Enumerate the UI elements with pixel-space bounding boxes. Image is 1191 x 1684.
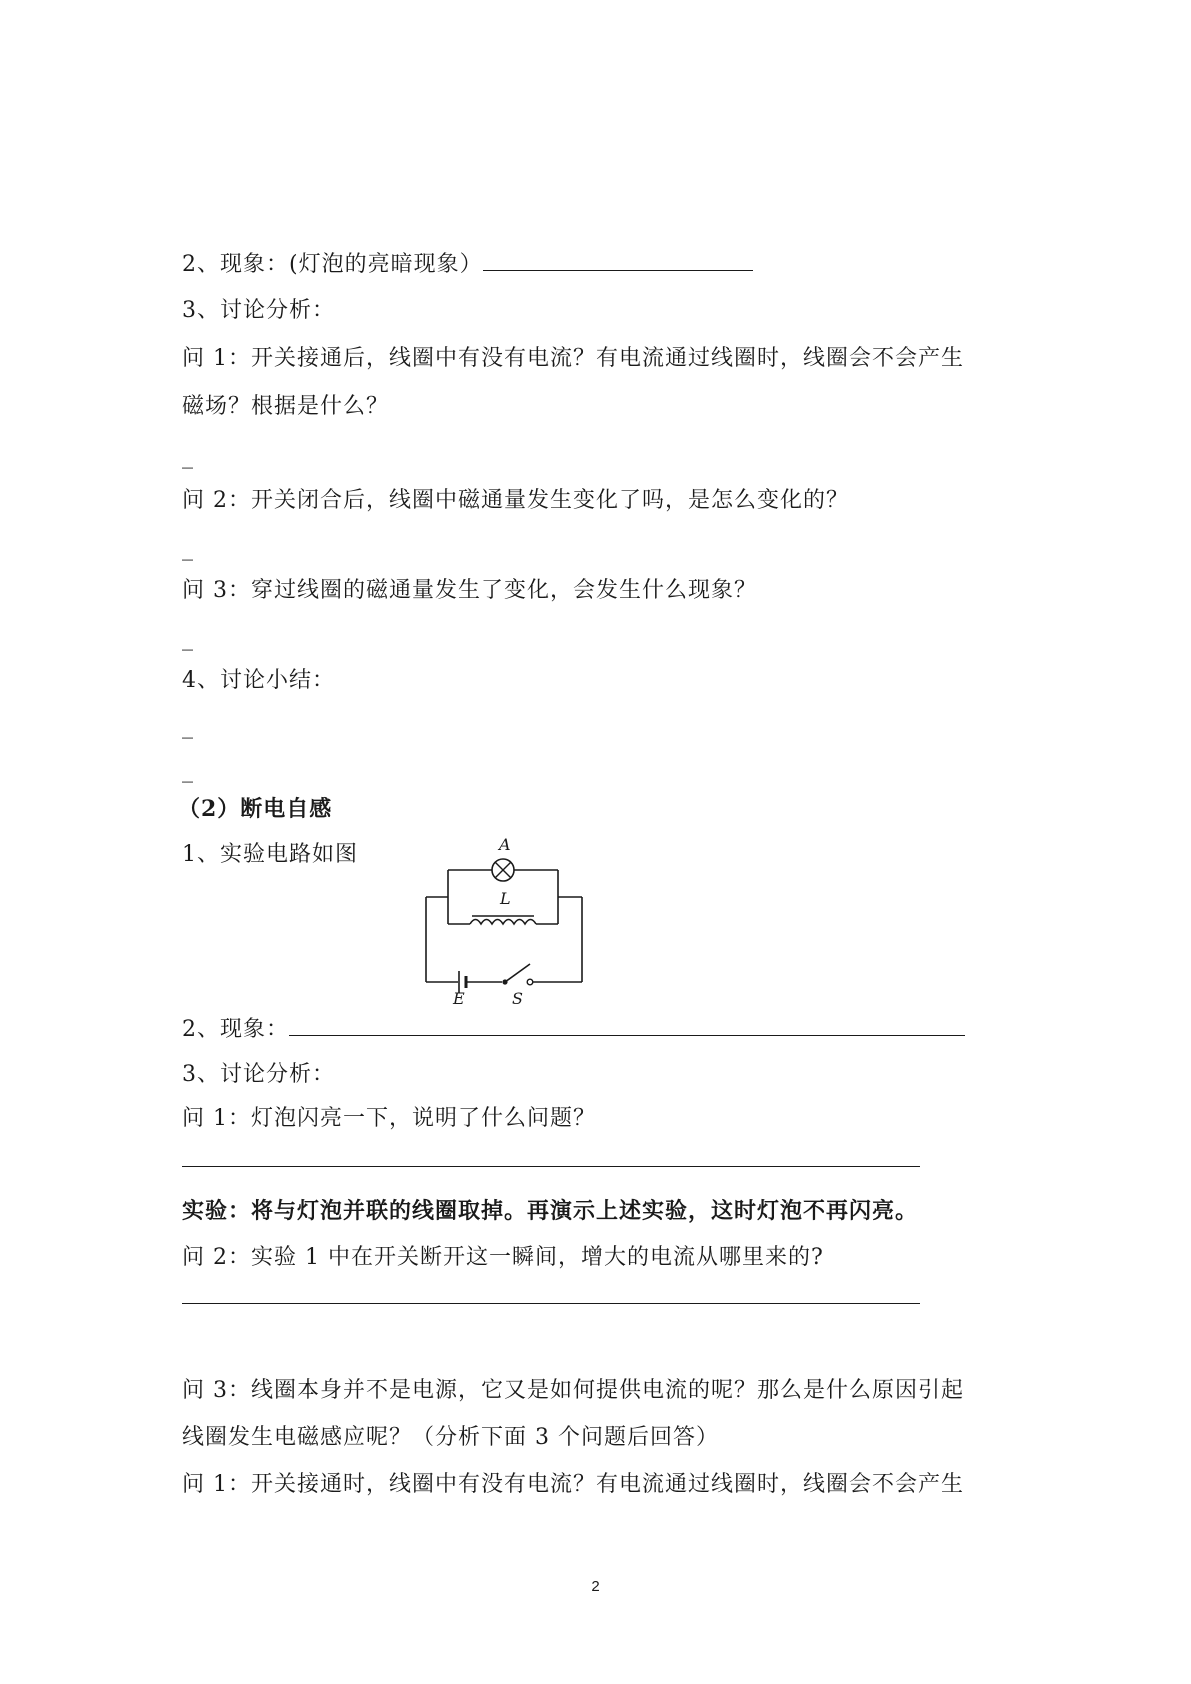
discussion-label: 3、讨论分析： [182,298,335,323]
section-heading: （2）断电自感 [178,796,333,822]
section-2-question-1b: 问 1：开关接通时，线圈中有没有电流？有电流通过线圈时，线圈会不会产生 [182,1472,964,1497]
inductor-label: L [500,889,511,908]
section-2-question-3-line-2: 线圈发生电磁感应呢？（分析下面 3 个问题后回答） [182,1425,719,1450]
question-1-answer[interactable]: _ [182,444,193,469]
experiment-note: 实验：将与灯泡并联的线圈取掉。再演示上述实验，这时灯泡不再闪亮。 [182,1198,919,1224]
question-1-line-1: 问 1：开关接通后，线圈中有没有电流？有电流通过线圈时，线圈会不会产生 [182,346,964,371]
page-number: 2 [591,1578,600,1595]
phenomenon-label: 2、现象：(灯泡的亮暗现象） [182,252,483,277]
phenomenon-2-line [182,1013,965,1045]
section-2-question-1: 问 1：灯泡闪亮一下，说明了什么问题？ [182,1106,596,1131]
experiment-circuit-label: 1、实验电路如图 [182,842,358,867]
section-2-question-1-answer-line[interactable] [182,1166,920,1167]
phenomenon-blank[interactable] [483,248,753,271]
question-1-line-2: 磁场？根据是什么？ [182,394,390,419]
discussion-2-label: 3、讨论分析： [182,1062,335,1087]
summary-answer-1[interactable]: _ [182,714,193,739]
switch-contact [527,979,533,985]
question-3: 问 3：穿过线圈的磁通量发生了变化，会发生什么现象？ [182,578,757,603]
question-2: 问 2：开关闭合后，线圈中磁通量发生变化了吗，是怎么变化的？ [182,488,849,513]
battery-label: E [453,989,465,1004]
switch-label: S [512,989,523,1004]
phenomenon-2-blank[interactable] [289,1013,965,1036]
section-2-question-2-answer-line[interactable] [182,1303,920,1304]
question-2-answer[interactable]: _ [182,536,193,561]
phenomenon-line [182,248,753,280]
lamp-label: A [499,835,511,854]
summary-answer-2[interactable]: _ [182,758,193,783]
circuit-diagram [420,832,590,1004]
summary-label: 4、讨论小结： [182,668,335,693]
inductor-coil-icon [470,920,536,925]
switch-lever-icon [505,964,530,982]
phenomenon-2-label: 2、现象： [182,1017,289,1042]
section-2-question-3-line-1: 问 3：线圈本身并不是电源，它又是如何提供电流的呢？那么是什么原因引起 [182,1378,964,1403]
question-3-answer[interactable]: _ [182,626,193,651]
section-2-question-2: 问 2：实验 1 中在开关断开这一瞬间，增大的电流从哪里来的? [182,1245,824,1270]
